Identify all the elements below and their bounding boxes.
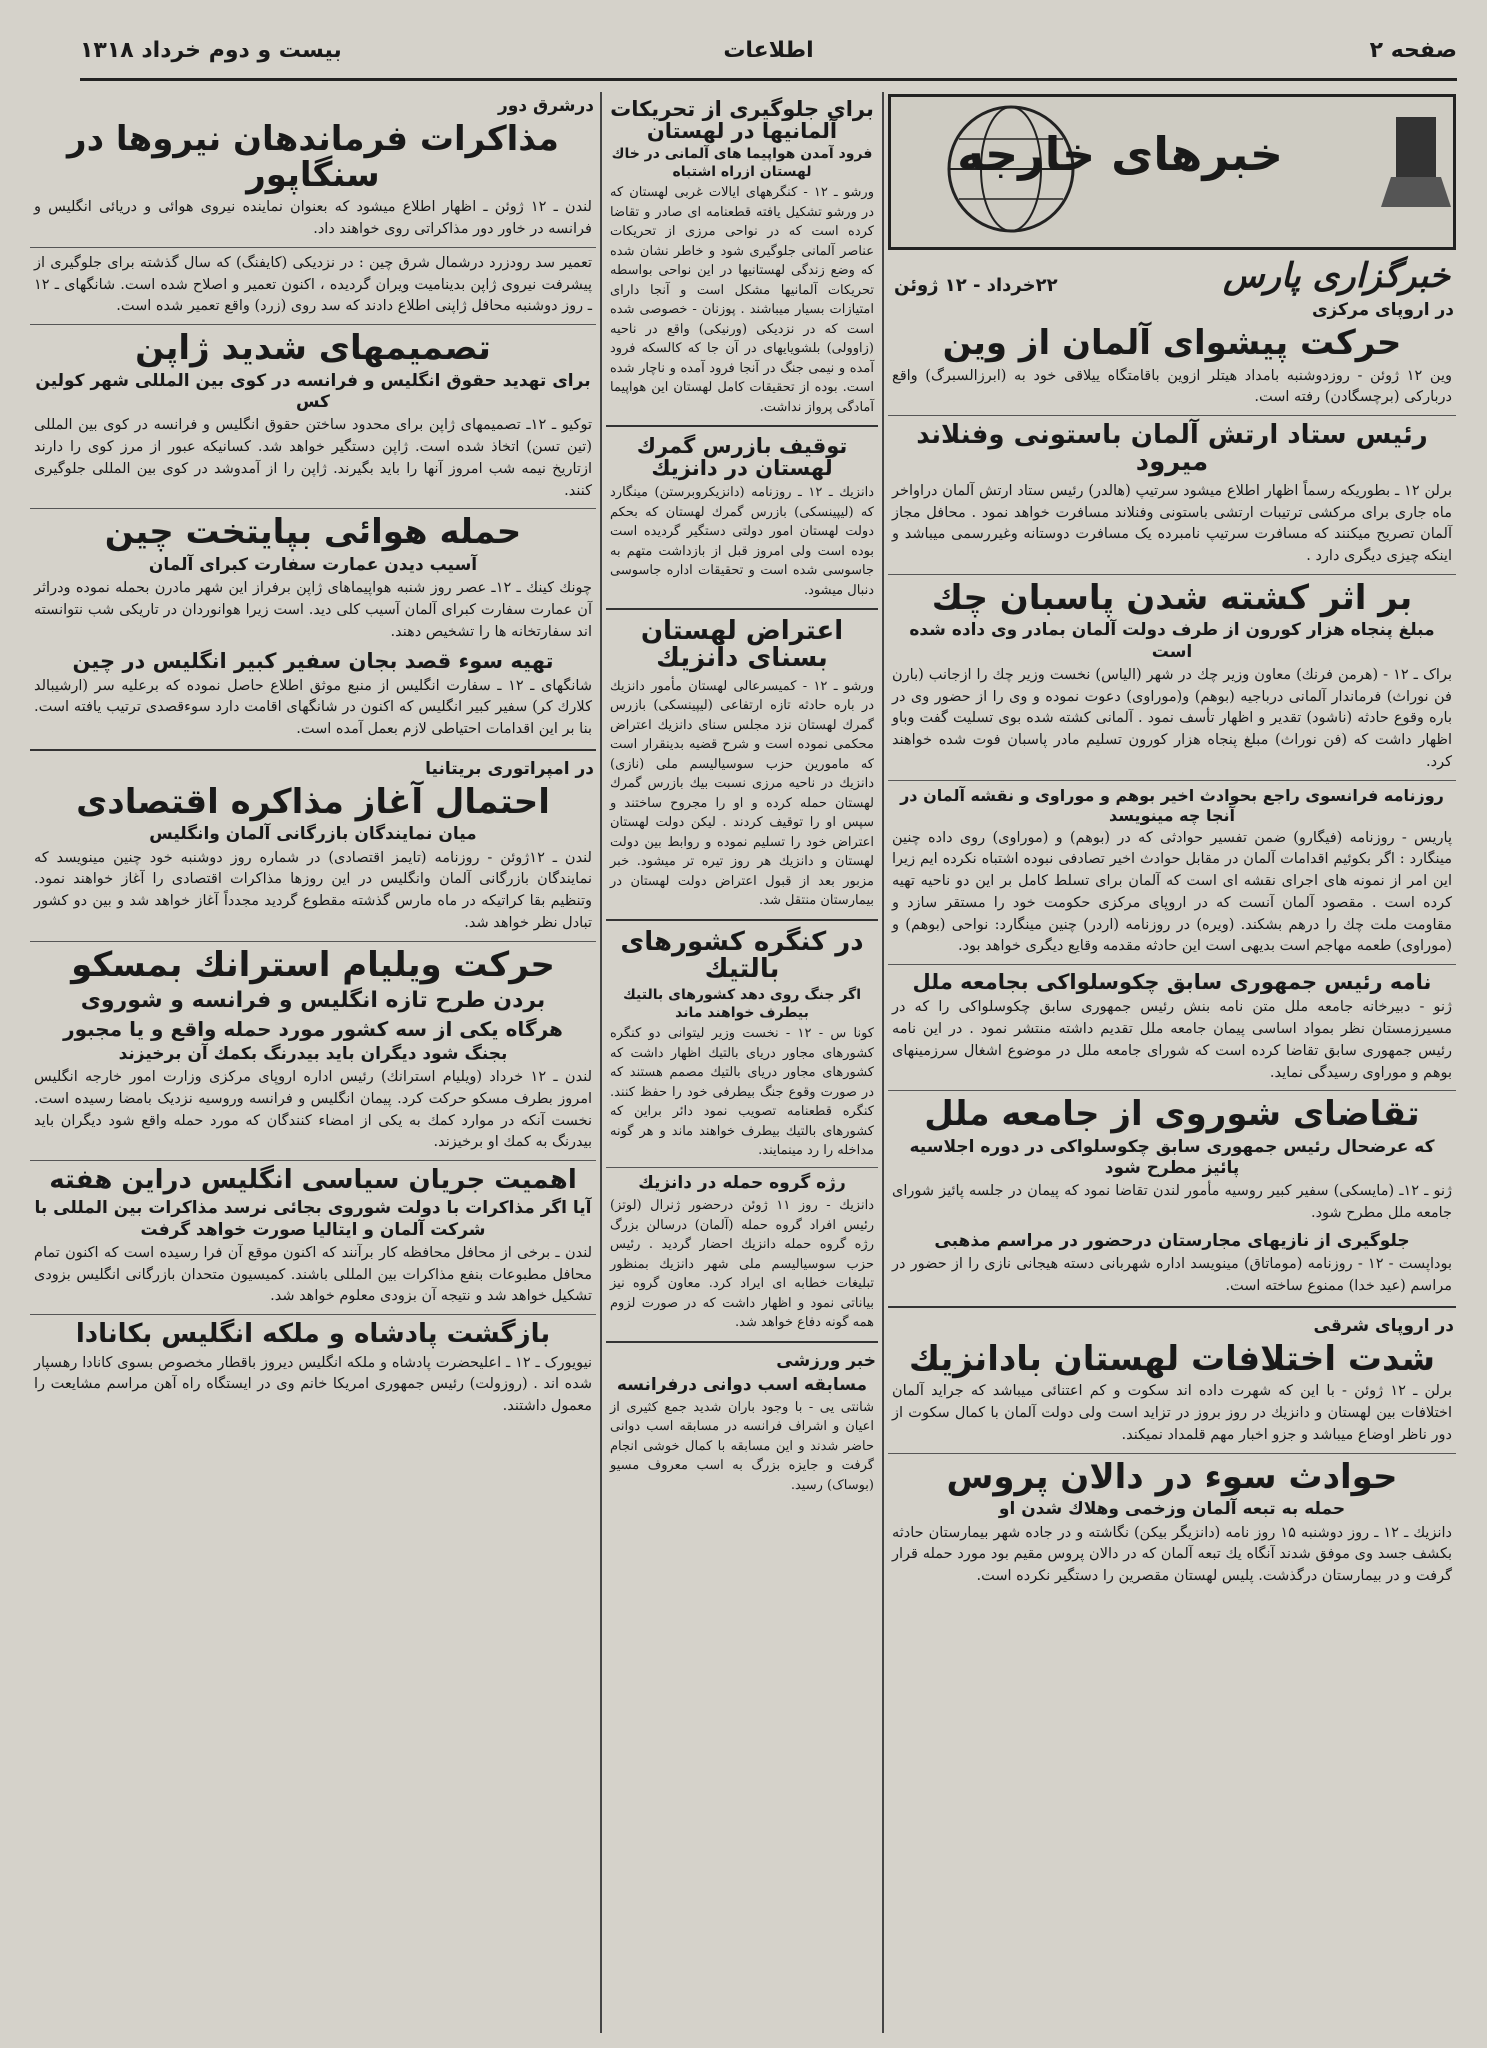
- agency-name: خبرگزاری پارس: [1222, 256, 1450, 296]
- divider: [888, 964, 1456, 965]
- article-body: دانزیك ـ ۱۲ ـ روزنامه (دانزیکروبرستن) مینگارد که (لیپینسکی) بازرس گمرك لهستان که بحکم دولت لهستان امور دولتی دستگیر گردیده است بوده است ولی امروز قبل از بازداشت متهم به جاسوسی شده است و تحقیقات اداره جاسوسی دنبال میشود.: [610, 485, 874, 598]
- divider: [30, 941, 596, 942]
- headline: نامه رئیس جمهوری سابق چکوسلواکی بجامعه ملل: [912, 970, 1432, 995]
- headline: حوادث سوء در دالان پروس: [946, 1456, 1398, 1497]
- headline: احتمال آغاز مذاکره اقتصادی: [76, 781, 550, 822]
- article-body: توکیو ـ ۱۲ـ تصمیمهای ژاپن برای محدود ساختن حقوق انگلیس و فرانسه در کوی بین المللی (تین تسن) اتخاذ شده است. ژاپن دستگیر خواهد شد. کسانیکه عبور از مرز کوی را دارند ازتاریخ نیمه شب امروز آنها را باید بگیرند. ژاپن را از آمدوشد در کوی بین المللی جلوگیری کنند.: [34, 417, 592, 499]
- article-body: لندن ـ ۱۲ ژوئن ـ اظهار اطلاع میشود که بعنوان نماینده نیروی هوائی و دریائی انگلیس و فرانسه در خاور دور مذاکراتی روی خواهند داد.: [34, 199, 592, 238]
- middle-column: [606, 92, 878, 2033]
- headline: جلوگیری از نازیهای مجارستان درحضور در مراسم مذهبی: [934, 1230, 1410, 1251]
- article-body: پاریس - روزنامه (فیگارو) ضمن تفسیر حوادثی که در (بوهم) و (موراوی) روی داده چنین مینگارد : اگر بکوئیم اقدامات آلمان در مقابل حوادث اخیر تصادفی نبوده اشتباه نکرده ایم زیرا این امر از نمونه های اجرای نقشه ای است که آلمان برای تسلط کامل بر این دو ناحیه تهیه کرده است . مقصود آلمان آنست که در اروپای مرکزی حکومت خود را مستقر سازد و مقاومت ملت چك را درهم بشکند. (ویره) در روزنامه (اردر) چنین مینگارد: نواحی (بوهم) و (موراوی) طعمه مهاجم است بدیهی است این حادثه مقدمه وقایع دیگری خواهد بود.: [892, 829, 1452, 955]
- column-divider: [882, 92, 884, 2033]
- article-body: نیویورک ـ ۱۲ ـ اعلیحضرت پادشاه و ملکه انگلیس دیروز باقطار مخصوص بسوی کانادا رهسپار شده اند . (روزولت) رئیس جمهوری امریکا خانم وی در ایستگاه راه آهن مراسم مشایعت را معمول داشتند.: [34, 1354, 593, 1415]
- headline: تهیه سوء قصد بجان سفیر کبیر انگلیس در چین: [72, 648, 554, 673]
- divider: [888, 1090, 1456, 1091]
- article-body: دانزیك ـ ۱۲ ـ روز دوشنبه ۱۵ روز نامه (دانزیگر بیکن) نگاشته و در جاده شهر بیمارستان حادثه بکشف جسد وی موفق شدند آنگاه یك تبعه آلمان که در دالان پروس مقیم بود مورد حمله قرار گرفت و در بیمارستان درگذشت. پلیس لهستان مقصرین را دستگیر نکرده است.: [892, 1524, 1452, 1585]
- headline: اهمیت جریان سیاسی انگلیس دراین هفته: [49, 1165, 577, 1196]
- article-body: شانگهای ـ ۱۲ ـ سفارت انگلیس از منبع موثق اطلاع حاصل نموده که برعلیه سر (ارشیبالد کلارك کر) سفیر کبیر انگلیس که اکنون در شانگهای اقامت دارد سوءقصدی ترتیب یافته است. بنا بر این اقدامات احتیاطی لازم بعمل آمده است.: [34, 677, 593, 738]
- headline: اعتراض لهستان بسنای دانزیك: [640, 616, 844, 674]
- article-body: برلن ـ ۱۲ ژوئن - با این که شهرت داده اند سکوت و کم اعتنائی میباشد که جراید آلمان اختلافات بین لهستان و دانزیك در روز بروز در تزاید است ولی دولت آلمان با کمال سکوت از دور ناظر اوضاع میباشد و جزو اخبار مهم قلمداد نمیکند.: [892, 1383, 1452, 1443]
- subheadline: بردن طرح تازه انگلیس و فرانسه و شوروی: [80, 988, 546, 1014]
- article-body: وین ۱۲ ژوئن - روزدوشنبه بامداد هیتلر ازوین باقامتگاه ییلاقی خود به (ابرزالسبرگ) واقع دربارکی (برچسگادن) رفته است.: [892, 367, 1452, 406]
- divider: [30, 508, 596, 509]
- divider: [30, 1314, 596, 1315]
- section-label: در امپراتوری بریتانیا: [425, 758, 594, 779]
- column-divider: [600, 92, 602, 2033]
- divider: [606, 425, 878, 427]
- subheadline: آسیب دیدن عمارت سفارت کبرای آلمان: [148, 555, 478, 575]
- headline: مذاکرات فرماندهان نیروها در سنگاپور: [67, 119, 559, 195]
- headline: شدت اختلافات لهستان بادانزیك: [908, 1338, 1436, 1379]
- subheadline: که عرضحال رئیس جمهوری سابق چکوسلواکی در دوره اجلاسیه پائیز مطرح شود: [909, 1136, 1435, 1179]
- subheadline: آیا اگر مذاکرات با دولت شوروی بجائی نرسد مذاکرات بین المللی با شرکت آلمان و ایتالیا صورت خواهد گرفت: [34, 1198, 592, 1240]
- subheadline: میان نمایندگان بازرگانی آلمان وانگلیس: [149, 824, 477, 845]
- headline: حمله هوائی بپایتخت چین: [104, 512, 522, 553]
- masthead: [80, 30, 1457, 81]
- section-label: در اروپای مرکزی: [1311, 300, 1454, 320]
- article-body: لندن ـ ۱۲ژوئن - روزنامه (تایمز اقتصادی) در شماره روز دوشنبه خود چنین مینویسد که نمایندگان بازرگانی آلمان وانگلیس در این روزها مذاکرات اقتصادی را آغاز خواهند نمود. وتنظیم بقا کراتیکه در ماه مارس گذشته مقطوع گردید مجدداً آغاز خواهد شد و بین دو کشور تبادل نظر خواهد شد.: [34, 849, 592, 931]
- foreign-news-banner: [888, 94, 1456, 250]
- subheadline: برای تهدید حقوق انگلیس و فرانسه در کوی بین المللی شهر کولین کس: [35, 370, 591, 413]
- article-body: بوداپست - ۱۲ - روزنامه (موماتاق) مینویسد اداره شهربانی دسته هیجانی نازی را از حضور در مراسم (عید خدا) ممنوع ساخته است.: [892, 1256, 1452, 1294]
- divider: [888, 415, 1456, 416]
- divider: [30, 1160, 596, 1161]
- paper-name: اطلاعات: [723, 38, 814, 63]
- agency-date: ۲۲خرداد - ۱۲ ژوئن: [894, 275, 1058, 296]
- headline: مسابقه اسب دوانی درفرانسه: [616, 1374, 868, 1395]
- headline: رئیس ستاد ارتش آلمان باستونی وفنلاند میرود: [916, 420, 1428, 478]
- article-body: دانزیك - روز ۱۱ ژوئن درحضور ژنرال (لوتز) رئیس افراد گروه حمله (آلمان) درسالن بزرگ رژه گروه حمله دانزیك احضار گردید . رئیس حزب سوسیالیسم ملی شهر دانزیك بمنظور تبلیغات خطابه ای ایراد کرد. معاون گروه نیز بیاناتی نمود و اظهار داشت که در صورت لزوم همه گونه دفاع خواهد شد.: [610, 1198, 875, 1331]
- article-body: ورشو ـ ۱۲ - کمیسرعالی لهستان مأمور دانزیك در باره حادثه تازه ارتفاعی (لیپینسکی) بازرس گمرك لهستان نزد مجلس سنای دانزیك اعتراض محکمی نموده است و شرح قضیه بدینقرار است که مامورین حزب سوسیالیسم ملی (نازی) دانزیك در ناحیه مرزی نسبت بیك بازرس گمرك لهستان حمله کرده و او را مجروح ساختند و سپس او را توقیف کردند . لیکن دولت لهستان اعتراض خود را تسلیم نموده و روابط بین دولت لهستان و دانزیك هر روز تیره تر میشود. خبر مزبور بعد از قبول اعتراض دولت لهستان در بیمارستان منتقل شد.: [610, 678, 874, 909]
- headline: رژه گروه حمله در دانزیك: [638, 1172, 846, 1193]
- article-body: کونا س - ۱۲ - نخست وزیر لیتوانی دو کنگره کشورهای مجاور دریای بالتیك اظهار داشت که کشورهای مجاور دریای بالتیك مصمم هستند که در صورت وقوع جنگ بیطرفی خود را حفظ کنند. کنگره قطعنامه تصویب نمود دائر براین که کشورهای بالتیك بیطرف خواهند ماند و هر گونه مداخله را رد مینمایند.: [610, 1026, 874, 1159]
- section-label: در اروپای شرقی: [1313, 1315, 1454, 1336]
- article-body: تعمیر سد رودزرد درشمال شرق چین : در نزدیکی (کایفنگ) که سال گذشته برای جلوگیری از پیشرفت نیروی ژاپن بدینامیت ویران گردیده ، اکنون تعمیر و اصلاح شده است. شانگهای ـ ۱۲ ـ روز دوشنبه محافل ژاپنی اطلاع دادند که سد روی (زرد) واقع تعمیر شده است.: [34, 254, 592, 315]
- subheadline: فرود آمدن هواپیما های آلمانی در خاك لهستان ازراه اشتباه: [611, 146, 873, 180]
- headline: توقیف بازرس گمرك لهستان در دانزیك: [636, 434, 848, 481]
- divider: [30, 324, 596, 325]
- divider: [30, 247, 596, 248]
- divider: [606, 1167, 878, 1168]
- article-body: ژنو ـ ۱۲ـ (مایسکی) سفیر کبیر روسیه مأمور لندن تقاضا نمود که پیمان در جلسه پائیز شورای جامعه ملل مطرح شود.: [892, 1183, 1452, 1222]
- article-body: لندن ـ ۱۲ خرداد (ویلیام استرانك) رئیس اداره اروپای مرکزی وزارت امور خارجه انگلیس امروز بطرف مسکو حرکت کرد. پیمان انگلیس و فرانسه وروسیه نزدیک بامضا رسیده است. نخست آنکه در موارد کمك به یکی از امضاء کنندگان که مورد حمله واقع شود دیگران باید بیدرنگ به کمك او برخیزند.: [34, 1069, 592, 1151]
- divider: [888, 780, 1456, 781]
- headline: تصمیمهای شدید ژاپن: [135, 328, 491, 369]
- subheadline: اگر جنگ روی دهد کشورهای بالتیك بیطرف خواهند ماند: [623, 987, 861, 1021]
- section-label: درشرق دور: [498, 96, 594, 116]
- article-body: ژنو - دبیرخانه جامعه ملل متن نامه بنش رئیس جمهوری سابق چکوسلواکی را که در مسیرزمستان نظر بمواد اساسی پیمان جامعه ملل تقدیم داشته منتشر نمود . در این نامه رئیس جمهوری سابق تقاضا کرده است که شورای جامعه ملل در موضوع اشغال سرزمینهای بوهم و موراوی رسیدگی نماید.: [892, 999, 1452, 1081]
- article-body: چونك كينك ـ ۱۲ـ عصر روز شنبه هواپیماهای ژاپن برفراز این شهر مادرن بحمله نموده ودراثر آن عمارت سفارت کبرای آلمان آسیب کلی دید. است زیرا هوانوردان در تاریکی شب نتوانسته اند سفارتخانه ها را تشخیص دهند.: [34, 580, 592, 640]
- headline: بازگشت پادشاه و ملکه انگلیس بکانادا: [75, 1319, 551, 1350]
- headline: تقاضای شوروی از جامعه ملل: [924, 1094, 1420, 1135]
- divider: [606, 1341, 878, 1343]
- divider: [606, 919, 878, 921]
- section-label: خبر ورزشی: [776, 1350, 876, 1371]
- subheadline: هرگاه یکی از سه کشور مورد حمله واقع و یا مجبور: [63, 1016, 563, 1041]
- subheadline: مبلغ پنجاه هزار کورون از طرف دولت آلمان بمادر وی داده شده است: [909, 620, 1435, 662]
- divider: [888, 1453, 1456, 1454]
- article-body: براک ـ ۱۲ - (هرمن فرنك) معاون وزیر چك در شهر (الیاس) نخست وزیر چك را ازجانب (بارن فن نوراث) فرماندار آلمانی درباجیه (بوهم) و(موراوی) دعوت نموده و وی را از حضور وی در باره وقوع حادثه (ناشود) تقدیر و اظهار تأسف نمود . آلمانی کشته شده بوی تسلیت گفت وباو اظهار داشت که (فن نوراث) مبلغ پنجاه هزار کورون تسلیم مادر پاسبان فوت شده خواهند کرد.: [892, 666, 1452, 770]
- divider: [606, 608, 878, 610]
- article-body: ورشو ـ ۱۲ - کنگرههای ایالات غربی لهستان که در ورشو تشکیل یافته قطعنامه ای صادر و تقاضا کرده است که در نواحی مرزی از تحریکات عناصر آلمانی جلوگیری شود و خاطر نشان شده که وضع زندگی لهستانیها در این نواحی بواسطه تحریکات آلمانیها مشکل است و آنجا دارای امتیازات بسیار میباشند . پوزنان - خصوصی شده است که در نزدیکی (ورنیکی) واقع در ناحیه (زاوولی) بلشویایهای در آن جا که کالسکه فرود آمده و نیمی جنگ در آنجا فرود آمده و ناچار شده است. بوده از تحقیقات کامل لهستان این هواپیما آمادگی پرواز نداشت.: [610, 185, 874, 415]
- subheadline: بجنگ شود دیگران باید بیدرنگ بکمك آن برخیزند: [118, 1043, 508, 1064]
- right-column: [888, 92, 1456, 2033]
- issue-date: بیست و دوم خرداد ۱۳۱۸: [80, 38, 342, 63]
- banner-title: خبرهای خارجه: [957, 127, 1283, 181]
- left-column: [30, 92, 596, 2033]
- divider: [888, 1306, 1456, 1308]
- article-body: لندن ـ برخی از محافل محافظه کار برآنند که اکنون موقع آن فرا رسیده است که اکنون تمام محافل مطبوعات بنفع مذاکرات بین المللی باشند. کمیسیون متحدان بازرگانی انگلیس بزودی تشکیل خواهد شد و نتیجه آن بزودی معلوم خواهد شد.: [34, 1244, 592, 1305]
- agency-line: [894, 256, 1450, 296]
- page-number: صفحه ۲: [1369, 38, 1457, 63]
- headline: برای جلوگیری از تحریکات آلمانیها در لهستان: [610, 97, 874, 144]
- subheadline: حمله به تبعه آلمان وزخمی وهلاك شدن او: [998, 1499, 1346, 1520]
- headline: در کنگره کشورهای بالتیك: [620, 926, 864, 985]
- headline: روزنامه فرانسوی راجع بحوادث اخیر بوهم و موراوی و نقشه آلمان در آنجا چه مینویسد: [900, 785, 1444, 825]
- divider: [30, 749, 596, 751]
- headline: حرکت ویلیام استرانك بمسکو: [71, 944, 555, 985]
- article-body: برلن ۱۲ ـ بطوریکه رسماً اظهار اطلاع میشود سرتیپ (هالدر) رئیس ستاد ارتش آلمان دراواخر ماه جاری برای مرکشی ترتیبات ارتشی باستونی وفنلاند مسافرت خواهد نمود . محافل مجاز آلمان تصریح میکنند که مسافرت سرتیپ نامبرده یک مسافرت دوستانه وغیررسمی میباشد و اینکه چیزی دیگری دارد .: [892, 482, 1452, 565]
- headline: حرکت پیشوای آلمان از وین: [942, 323, 1402, 363]
- divider: [888, 574, 1456, 575]
- article-body: شانتی یی - با وجود باران شدید جمع کثیری از اعیان و اشراف فرانسه در مسابقه اسب دوانی حاضر شدند و این مسابقه با کمال خوشی انجام گرفت و جایزه بزرگ به اسب معروف مسیو (بوساک) رسید.: [610, 1399, 874, 1493]
- headline: بر اثر کشته شدن پاسبان چك: [931, 577, 1413, 618]
